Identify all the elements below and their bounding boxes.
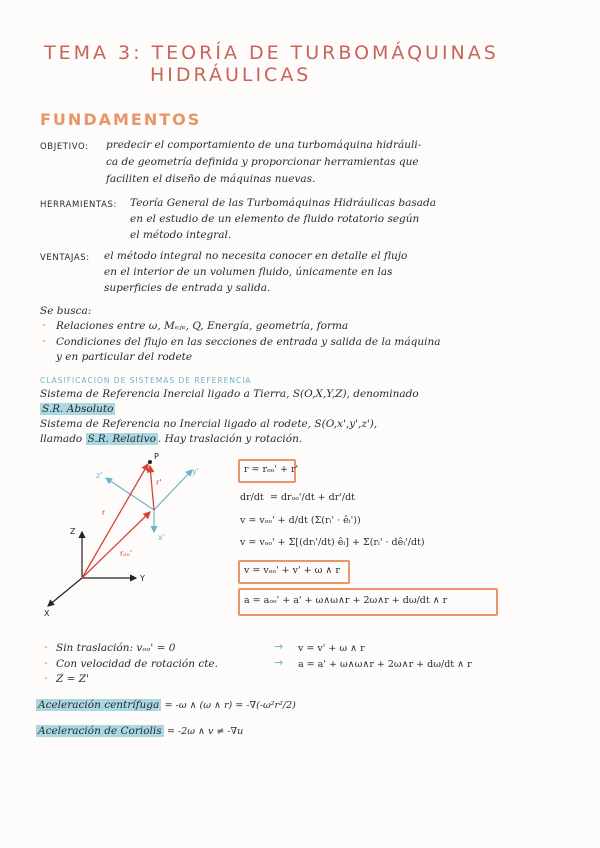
ventajas-label: VENTAJAS:	[40, 253, 90, 263]
herramientas-label: HERRAMIENTAS:	[40, 200, 118, 210]
herramientas-line: el método integral.	[130, 229, 232, 241]
y-prime-axis	[154, 470, 192, 510]
equation-derivative-lhs: dr/dt	[240, 492, 264, 503]
centrifuga-expr: = -ω ∧ (ω ∧ r) = -∇(-ω²r²/2)	[164, 700, 296, 711]
equation-velocity-result: v = vₒₒ' + v' + ω ∧ r	[244, 565, 340, 576]
objetivo-line: ca de geometría definida y proporcionar herramientas que	[106, 156, 419, 168]
ventajas-line: superficies de entrada y salida.	[104, 282, 271, 294]
herramientas-line: en el estudio de un elemento de fluido rotatorio según	[130, 213, 420, 225]
label-y-prime: y'	[192, 467, 199, 476]
busca-item: Condiciones del flujo en las secciones de entrada y salida de la máquina	[56, 336, 441, 348]
label-z: Z	[70, 527, 76, 536]
label-x: X	[44, 609, 50, 618]
arrow-right-icon: →	[274, 656, 284, 669]
case-result: a = a' + ω∧ω∧r + 2ω∧r + dω/dt ∧ r	[298, 659, 472, 670]
clasificacion-line2	[40, 403, 115, 415]
ventajas-line: el método integral no necesita conocer en detalle el flujo	[104, 250, 408, 262]
arrow-right-icon: →	[274, 640, 284, 653]
point-p	[148, 460, 152, 464]
label-y: Y	[140, 574, 145, 583]
equation-derivative-rhs: = drₒₒ'/dt + dr'/dt	[270, 492, 355, 503]
x-axis	[48, 578, 82, 606]
label-z-prime: z'	[96, 471, 103, 480]
clasificacion-line1: Sistema de Referencia Inercial ligado a Tierra, S(O,X,Y,Z), denominado	[40, 388, 419, 400]
clasificacion-line3: Sistema de Referencia no Inercial ligado al rodete, S(O,x',y',z'),	[40, 418, 378, 430]
label-r-prime: r'	[156, 478, 162, 487]
busca-item: y en particular del rodete	[56, 351, 193, 363]
equation-acceleration: a = aₒₒ' + a' + ω∧ω∧r + 2ω∧r + dω/dt ∧ r	[244, 595, 448, 606]
case-condition: Sin traslación: vₒₒ' = 0	[56, 642, 176, 654]
busca-heading: Se busca:	[40, 305, 92, 317]
coriolis-label: Aceleración de Coriolis	[38, 725, 162, 737]
objetivo-line: faciliten el diseño de máquinas nuevas.	[106, 173, 316, 185]
objetivo-line: predecir el comportamiento de una turbomáquina hidráuli-	[106, 139, 422, 151]
busca-item: Relaciones entre ω, Mₑⱼₑ, Q, Energía, geometría, forma	[56, 320, 349, 332]
sr-absoluto-highlight: S.R. Absoluto	[42, 403, 114, 415]
label-r: r	[102, 508, 106, 517]
case-result: v = v' + ω ∧ r	[298, 643, 365, 654]
coriolis-expr: = -2ω ∧ v ≠ -∇u	[166, 726, 244, 737]
reference-frame-diagram	[36, 450, 226, 620]
equation-position: r = rₒₒ' + r'	[244, 464, 299, 475]
objetivo-label: OBJETIVO:	[40, 142, 89, 152]
vector-r-oo	[82, 512, 150, 578]
vector-r	[82, 464, 148, 578]
page-title-line2: HIDRÁULICAS	[150, 64, 312, 86]
label-x-prime: x'	[158, 533, 165, 542]
sr-relativo-highlight: S.R. Relativo	[87, 433, 156, 445]
bullet-dash: -	[44, 658, 48, 669]
section-heading: FUNDAMENTOS	[40, 110, 202, 129]
bullet-dash: -	[44, 673, 48, 684]
clasificacion-line4: llamado S.R. Relativo . Hay traslación y rotación.	[40, 433, 303, 445]
case-condition: Con velocidad de rotación cte.	[56, 658, 218, 670]
page-title: TEMA 3: TEORÍA DE TURBOMÁQUINAS	[44, 42, 499, 64]
bullet-dash: -	[42, 336, 46, 347]
bullet-dash: -	[44, 642, 48, 653]
vector-r-prime	[150, 466, 154, 510]
centrifuga-row	[36, 699, 296, 711]
label-p: P	[154, 452, 159, 461]
bullet-dash: -	[42, 320, 46, 331]
equation-velocity-1: v = vₒₒ' + d/dt (Σ(rᵢ' · êᵢ'))	[240, 515, 361, 526]
equation-velocity-2: v = vₒₒ' + Σ[(drᵢ'/dt) êᵢ] + Σ(rᵢ' · dêᵢ'/dt)	[240, 537, 425, 548]
ventajas-line: en el interior de un volumen fluido, únicamente en las	[104, 266, 393, 278]
label-r-oo: rₒₒ'	[120, 549, 133, 558]
clasificacion-heading: CLASIFICACIÓN DE SISTEMAS DE REFERENCIA	[40, 376, 252, 385]
coriolis-row	[36, 725, 243, 737]
herramientas-line: Teoría General de las Turbomáquinas Hidráulicas basada	[130, 197, 436, 209]
centrifuga-label: Aceleración centrífuga	[38, 699, 160, 711]
case-condition: Z = Z'	[56, 673, 89, 685]
